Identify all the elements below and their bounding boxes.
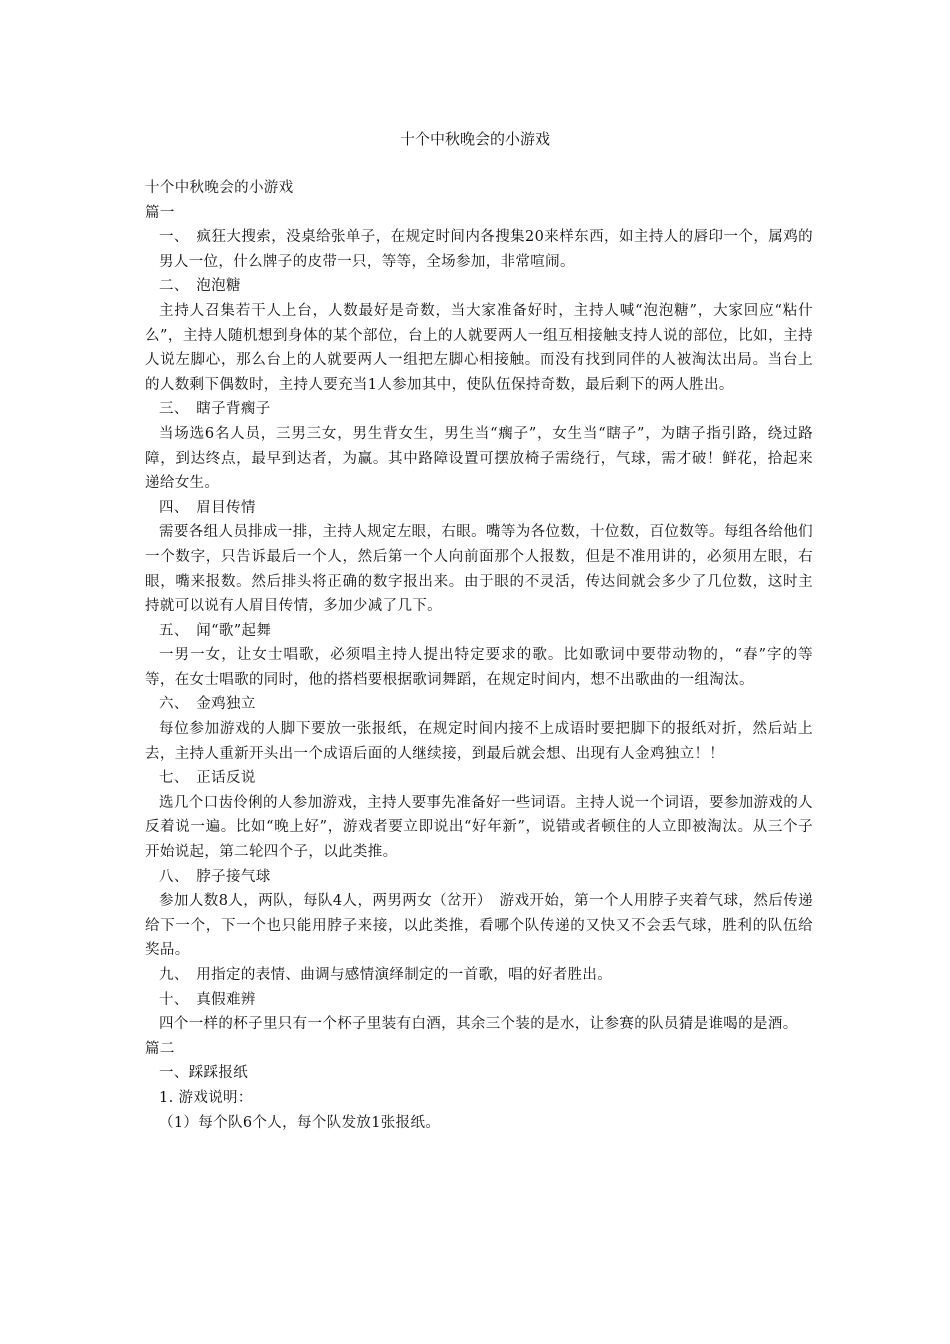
game-7-heading: 七、 正话反说 xyxy=(159,770,256,787)
game-2-heading: 二、 泡泡糖 xyxy=(159,278,241,295)
game-10-body: 四个一样的杯子里只有一个杯子里装有白酒，其余三个装的是水，让参赛的队员猜是谁喝的是酒。 xyxy=(159,1016,798,1033)
game-9: 九、 用指定的表情、曲调与感情演绎制定的一首歌，唱的好者胜出。 xyxy=(159,967,613,983)
subtitle: 十个中秋晚会的小游戏 xyxy=(145,180,294,196)
game-1: 一、 疯狂大搜索，没桌给张单子，在规定时间内各搜集20来样东西，如主持人的唇印一个，属鸡的男人一位，什么牌子的皮带一只，等等，全场参加，非常喧闹。 xyxy=(159,229,813,270)
game-3-heading: 三、 瞎子背瘸子 xyxy=(159,401,271,418)
part2-label: 篇二 xyxy=(145,1040,175,1057)
game-6-heading: 六、 金鸡独立 xyxy=(159,696,256,713)
part2-game-1-heading: 一、踩踩报纸 xyxy=(159,1065,249,1082)
part2-rule-1: （1）每个队6个人，每个队发放1张报纸。 xyxy=(159,1114,441,1131)
document-title: 十个中秋晚会的小游戏 xyxy=(399,130,550,148)
game-3-body: 当场选6名人员，三男三女，男生背女生，男生当“瘸子”，女生当“瞎子”，为瞎子指引路，绕过路障，到达终点，最早到达者，为赢。其中路障设置可摆放椅子需绕行，气球，需才破！鲜花，拾起来递给女生。 xyxy=(145,425,813,492)
game-10-heading: 十、 真假难辨 xyxy=(159,991,256,1008)
document-body xyxy=(145,176,813,1135)
game-7-body: 选几个口齿伶俐的人参加游戏，主持人要事先准备好一些词语。主持人说一个词语，要参加游戏的人反着说一遍。比如“晚上好”，游戏者要立即说出“好年新”，说错或者顿住的人立即被淘汰。从三个子开始说起，第二轮四个子，以此类推。 xyxy=(145,794,813,861)
part1-label: 篇一 xyxy=(145,204,175,221)
game-8-heading: 八、 脖子接气球 xyxy=(159,868,271,885)
game-8-body: 参加人数8人，两队，每队4人，两男两女（岔开） 游戏开始，第一个人用脖子夹着气球，然后传递给下一个，下一个也只能用脖子来接，以此类推，看哪个队传递的又快又不会丢气球，胜利的队伍给奖品。 xyxy=(145,893,813,959)
game-4-body: 需要各组人员排成一排，主持人规定左眼，右眼。嘴等为各位数，十位数，百位数等。每组各给他们一个数字，只告诉最后一个人，然后第一个人向前面那个人报数，但是不准用讲的，必须用左眼，右眼，嘴来报数。然后排头将正确的数字报出来。由于眼的不灵活，传达间就会多少了几位数，这时主持就可以说有人眉目传情，多加少减了几下。 xyxy=(145,524,813,615)
game-5-heading: 五、 闻“歌”起舞 xyxy=(159,622,272,639)
part2-rules-label: 1. 游戏说明： xyxy=(159,1089,253,1106)
game-5-body: 一男一女，让女士唱歌，必须唱主持人提出特定要求的歌。比如歌词中要带动物的，“春”字的等等，在女士唱歌的同时，他的搭档要根据歌词舞蹈，在规定时间内，想不出歌曲的一组淘汰。 xyxy=(145,647,813,688)
game-6-body: 每位参加游戏的人脚下要放一张报纸，在规定时间内接不上成语时要把脚下的报纸对折，然后站上去，主持人重新开头出一个成语后面的人继续接，到最后就会想、出现有人金鸡独立！！ xyxy=(145,721,813,762)
game-2-body: 主持人召集若干人上台，人数最好是奇数，当大家准备好时，主持人喊“泡泡糖”，大家回应“粘什么”，主持人随机想到身体的某个部位，台上的人就要两人一组互相接触支持人说的部位，比如，主持人说左脚心，那么台上的人就要两人一组把左脚心相接触。而没有找到同伴的人被淘汰出局。当台上的人数剩下偶数时，主持人要充当1人参加其中，使队伍保持奇数，最后剩下的两人胜出。 xyxy=(145,302,813,393)
game-4-heading: 四、 眉目传情 xyxy=(159,499,256,516)
